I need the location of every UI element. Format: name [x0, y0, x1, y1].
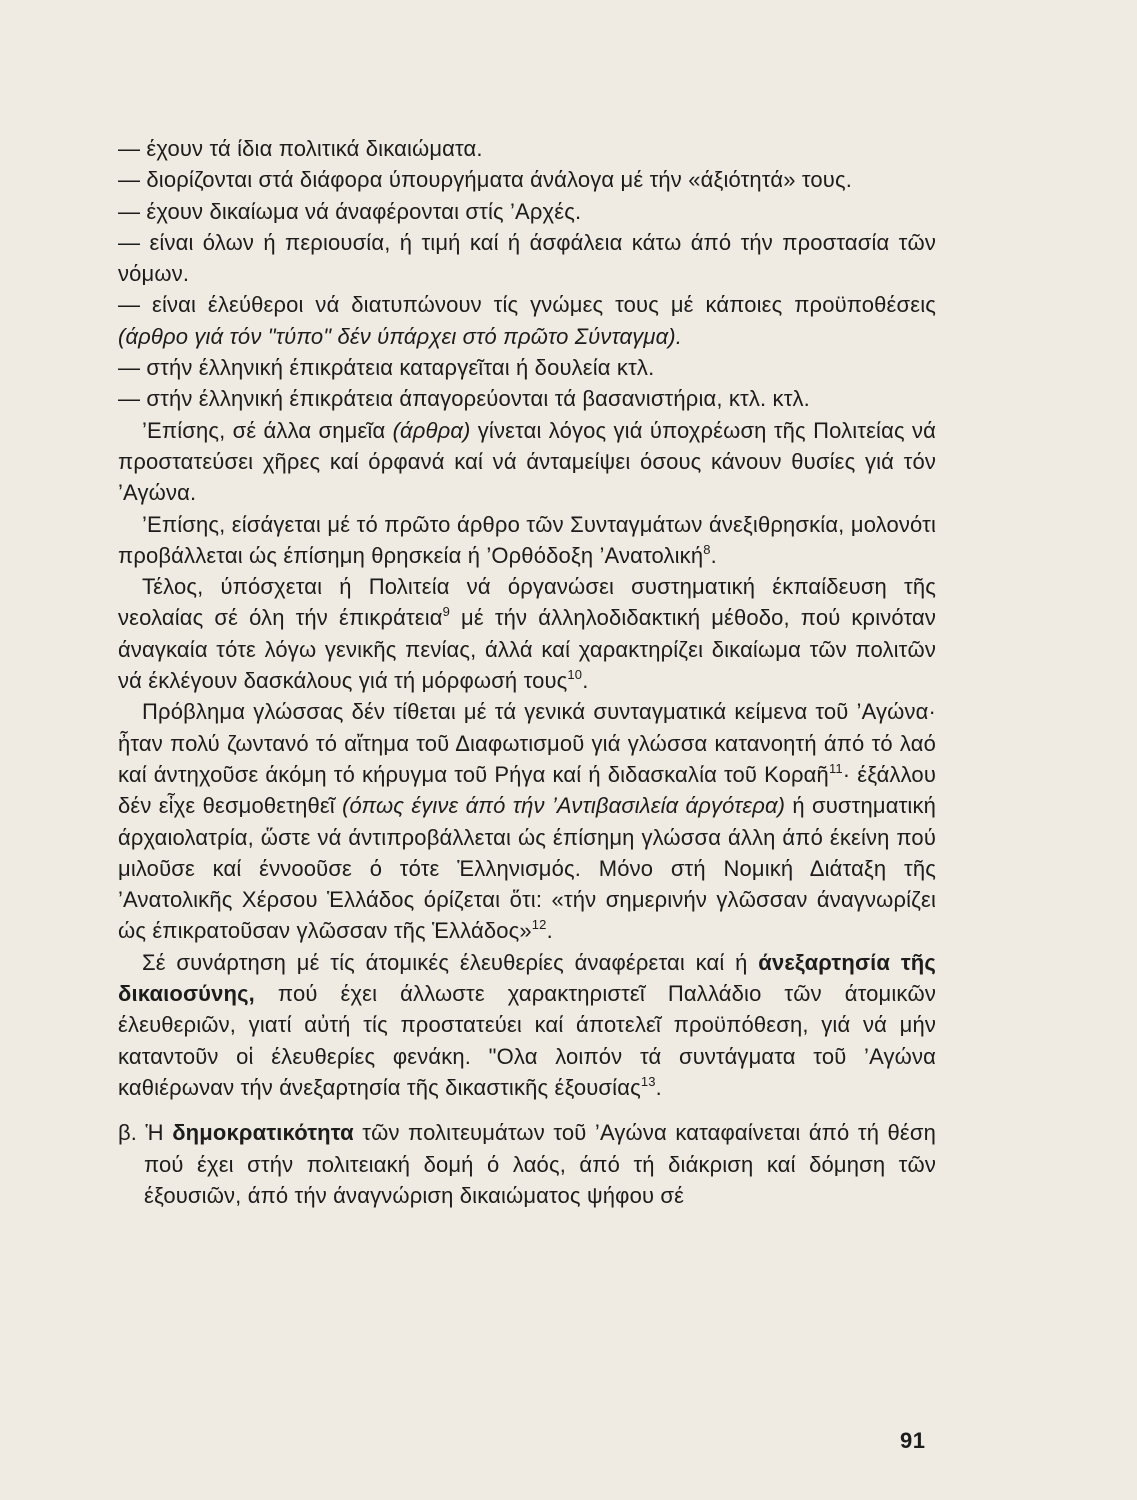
footnote-ref: 12 — [531, 917, 547, 933]
bold-text: άνεξαρτησία τῆς δικαιοσύνης, — [118, 949, 936, 1007]
text-run: . — [710, 542, 717, 568]
list-item — [118, 289, 936, 352]
paragraph — [118, 509, 936, 572]
bold-text: δημοκρατικότητα — [172, 1120, 354, 1146]
text-run: Τέλος, ύπόσχεται ή Πολιτεία νά όργανώσει συστηματική έκπαίδευση τῆς νεολαίας σέ όλη τήν έπικράτεια — [118, 574, 936, 631]
text-run: β. Ἡ — [118, 1120, 173, 1146]
footnote-ref: 8 — [703, 541, 711, 557]
text-run: γίνεται λόγος γιά ύποχρέωση τῆς Πολιτείας νά προστατεύσει χῆρες καί όρφανά καί νά άνταμείψει όσους κάνουν θυσίες γιά τόν ’Αγώνα. — [118, 417, 936, 506]
text-run: — στήν έλληνική έπικράτεια καταργεῖται ή δουλεία κτλ. — [118, 355, 655, 381]
text-run: — έχουν δικαίωμα νά άναφέρονται στίς ’Αρχές. — [118, 198, 582, 224]
paragraph — [118, 696, 936, 946]
text-run: μέ τήν άλληλοδιδακτική μέθοδο, πού κρινόταν άναγκαία τότε λόγω γενικῆς πενίας, άλλά καί χαρακτηρίζει δικαίωμα τῶν πολιτῶν νά έκλέγουν δασκάλους γιά τή μόρφωσή τους — [118, 605, 936, 694]
text-run: . — [655, 1074, 662, 1100]
text-run: Σέ συνάρτηση μέ τίς άτομικές έλευθερίες άναφέρεται καί ή — [142, 949, 759, 975]
list-item — [118, 352, 936, 383]
text-run: τῶν πολιτευμάτων τοῦ ’Αγώνα καταφαίνεται άπό τή θέση πού έχει στήν πολιτειακή δομή ό λαός, άπό τή διάκριση καί δόμηση τῶν έξουσιῶν, άπό τήν άναγνώριση δικαιώματος ψήφου σέ — [144, 1120, 936, 1208]
paragraph — [118, 947, 936, 1103]
text-run: Πρόβλημα γλώσσας δέν τίθεται μέ τά γενικά συνταγματικά κείμενα τοῦ ’Αγώνα· ἦταν πολύ ζωντανό τό αἴτημα τοῦ Διαφωτισμοῦ γιά γλώσσα κατανοητή άπό τό λαό καί άντηχοῦσε άκόμη τό κήρυγμα τοῦ Ρήγα καί ή διδασκαλία τοῦ Κοραῆ — [118, 699, 936, 787]
list-item — [118, 196, 936, 227]
list-item — [118, 164, 936, 195]
section-b-paragraph — [118, 1117, 936, 1211]
text-run: ’Επίσης, σέ άλλα σημεῖα — [142, 417, 393, 443]
list-item — [118, 133, 936, 164]
text-run: — είναι έλεύθεροι νά διατυπώνουν τίς γνώμες τους μέ κάποιες προϋποθέσεις — [118, 292, 936, 318]
text-run: — είναι όλων ή περιουσία, ή τιμή καί ή άσφάλεια κάτω άπό τήν προστασία τῶν νόμων. — [118, 229, 936, 287]
body-text — [118, 133, 936, 1211]
text-run: . — [546, 918, 553, 944]
paragraph — [118, 571, 936, 696]
footnote-ref: 9 — [442, 604, 451, 620]
text-run: ή συστηματική άρχαιολατρία, ὥστε νά άντιπροβάλλεται ώς έπίσημη γλώσσα άλλη άπό έκείνη πού μιλοῦσε καί έννοοῦσε ό τότε Ἑλληνισμός. Μόνο στή Νομική Διάταξη τῆς ’Ανατολικῆς Χέρσου Ἑλλάδος όρίζεται ὅτι: «τήν σημερινήν γλῶσσαν άναγνωρίζει ώς έπικρατοῦσαν γλῶσσαν τῆς Ἑλλάδος» — [118, 793, 936, 944]
text-run: — έχουν τά ίδια πολιτικά δικαιώματα. — [118, 136, 483, 161]
text-run: . — [582, 668, 589, 694]
footnote-ref: 11 — [828, 760, 843, 776]
italic-text: (άρθρο γιά τόν "τύπο" δέν ύπάρχει στό πρῶτο Σύνταγμα). — [118, 323, 683, 349]
text-run: πού έχει άλλωστε χαρακτηριστεῖ Παλλάδιο τῶν άτομικῶν έλευθεριῶν, γιατί αὐτή τίς προστατεύει καί άποτελεῖ προϋπόθεση, γιά νά μήν καταντοῦν οἱ έλευθερίες φενάκη. "Ολα λοιπόν τά συντάγματα τοῦ ’Αγώνα καθιέρωναν τήν άνεξαρτησία τῆς δικαστικῆς έξουσίας — [118, 981, 936, 1100]
footnote-ref: 13 — [640, 1073, 656, 1089]
text-run: — διορίζονται στά διάφορα ύπουργήματα άνάλογα μέ τήν «άξιότητά» τους. — [118, 167, 852, 193]
text-run: ’Επίσης, είσάγεται μέ τό πρῶτο άρθρο τῶν Συνταγμάτων άνεξιθρησκία, μολονότι προβάλλεται ώς έπίσημη θρησκεία ή ’Ορθόδοξη ’Ανατολική — [118, 511, 936, 568]
list-item — [118, 383, 936, 414]
footnote-ref: 10 — [567, 667, 583, 683]
list-item — [118, 227, 936, 290]
italic-text: (άρθρα) — [392, 417, 471, 443]
text-run: — στήν έλληνική έπικράτεια άπαγορεύονται τά βασανιστήρια, κτλ. κτλ. — [118, 386, 810, 412]
text-run: · έξάλλου δέν εἶχε θεσμοθετηθεῖ — [118, 761, 937, 819]
italic-text: (όπως έγινε άπό τήν ’Αντιβασιλεία άργότερα) — [342, 793, 786, 819]
paragraph — [118, 415, 936, 509]
page-number: 91 — [900, 1428, 926, 1453]
